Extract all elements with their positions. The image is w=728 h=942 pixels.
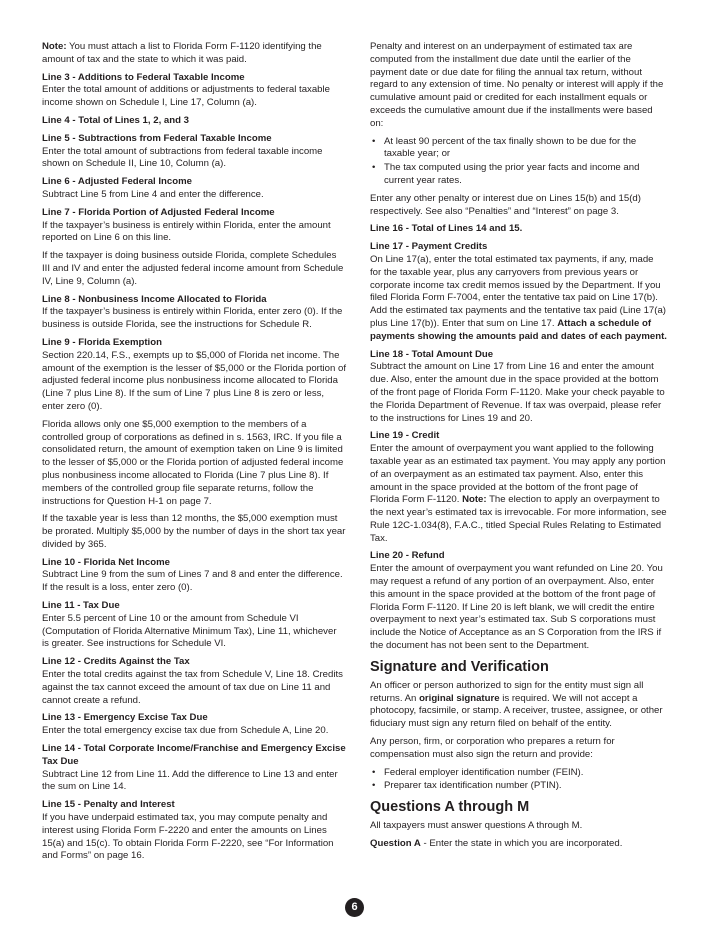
list-item: • At least 90 percent of the tax finally shown to be due for the taxable year; or: [370, 136, 667, 162]
line16-heading: Line 16 - Total of Lines 14 and 15.: [370, 223, 523, 235]
line7-heading: Line 7 - Florida Portion of Adjusted Federal Income: [42, 206, 275, 218]
signature-heading: Signature and Verification: [370, 658, 549, 675]
signature-text2: Any person, firm, or corporation who prepares a return for compensation must also sign the return and provide:: [370, 736, 615, 760]
questions-heading: Questions A through M: [370, 799, 530, 816]
line20-text: Enter the amount of overpayment you want refunded on Line 20. You may request a refund of any portion of an overpayment. Also, enter this amount in the space provided at the bottom of the front page of Florida Form F-1120. If Line 20 is left blank, we will credit the entire overpayment to next year’s estimated tax. Sub S corporations must include the Notice of Acceptance as an S Corporation from the IRS if the document has not been sent to the Department.: [370, 563, 663, 652]
list-item: • The tax computed using the prior year facts and income and current year rates.: [370, 162, 667, 188]
list-item: • Federal employer identification number (FEIN).: [370, 767, 667, 780]
line9-text3: If the taxable year is less than 12 months, the $5,000 exemption must be prorated. Multiply $5,000 by the number of days in the short tax year divided by 365.: [42, 513, 346, 550]
line17-text: On Line 17(a), enter the total estimated tax payments, if any, made for the taxable year, plus any carryovers from previous years or corporate income tax credit memos issued by the Department. If you filed Florida Form F-7004, enter the tentative tax paid on Line 17(b). Add the estimated tax payments and the tentative tax paid (Line 17(a) plus Line 17(b)). Enter that sum on Line 17.: [370, 253, 666, 329]
line11-heading: Line 11 - Tax Due: [42, 600, 120, 612]
line7-text2: If the taxpayer is doing business outside Florida, complete Schedules III and IV and enter the adjusted federal income amount from Schedule IV, Line 9, Column (a).: [42, 250, 344, 287]
line4-section: [42, 115, 346, 128]
line20-heading: Line 20 - Refund: [370, 550, 445, 562]
line15-text: If you have underpaid estimated tax, you may compute penalty and interest using Florida Form F-2220 and enter the amounts on Lines 15(a) and 15(c). To obtain Florida Form F-2220, see “For Information and Forms” on page 16.: [42, 812, 334, 862]
line19-section: [370, 430, 667, 545]
line3-text: Enter the total amount of additions or adjustments to federal taxable income shown on Schedule I, Line 17, Column (a).: [42, 84, 330, 109]
line17-bold-text: Attach a schedule of payments showing the amounts paid and dates of each payment.: [370, 317, 667, 342]
line13-text: Enter the total emergency excise tax due from Schedule A, Line 20.: [42, 725, 329, 737]
line5-heading: Line 5 - Subtractions from Federal Taxable Income: [42, 132, 272, 144]
line20-section: [370, 550, 667, 652]
line9-section: [42, 337, 346, 414]
line4-heading: Line 4 - Total of Lines 1, 2, and 3: [42, 114, 189, 126]
line12-heading: Line 12 - Credits Against the Tax: [42, 656, 190, 668]
right-column: [370, 41, 667, 856]
list-item: • Preparer tax identification number (PTIN).: [370, 780, 667, 793]
line13-heading: Line 13 - Emergency Excise Tax Due: [42, 712, 208, 724]
line9-text2: Florida allows only one $5,000 exemption to the members of a controlled group of corporations as defined in s. 1563, IRC. If you file a consolidated return, the amount of exemption taken on Line 9 is limited to the lesser of $5,000 or the Florida portion of adjusted federal income plus nonbusiness income allocated to Florida (Line 7 plus Line 8). If members of the controlled group file separate returns, follow the instructions for Question H-1 on page 7.: [42, 418, 344, 507]
line6-text: Subtract Line 5 from Line 4 and enter the difference.: [42, 188, 264, 200]
line3-section: [42, 72, 346, 110]
line5-text: Enter the total amount of subtractions from federal taxable income shown on Schedule II, Line 10, Column (a).: [42, 145, 323, 170]
line17-heading: Line 17 - Payment Credits: [370, 241, 488, 253]
line19-heading: Line 19 - Credit: [370, 430, 440, 442]
line15-section: [42, 799, 346, 863]
line14-section: [42, 743, 346, 794]
signature-bullet-list: [370, 767, 667, 794]
line10-text: Subtract Line 9 from the sum of Lines 7 and 8 and enter the difference. If the result is a loss, enter zero (0).: [42, 569, 343, 594]
line12-text: Enter the total credits against the tax from Schedule V, Line 18. Credits against the tax cannot exceed the amount of tax due on Line 11 and cannot create a refund.: [42, 669, 343, 706]
line10-section: [42, 557, 346, 595]
questions-text: All taxpayers must answer questions A through M.: [370, 820, 583, 832]
line9-text: Section 220.14, F.S., exempts up to $5,000 of Florida net income. The amount of the exemption is the lesser of $5,000 or the Florida portion of adjusted federal income plus nonbusiness income allocated to Florida (Line 7 plus Line 8). If the sum of Line 7 plus Line 8 is zero or less, enter zero (0).: [42, 349, 346, 412]
line18-heading: Line 18 - Total Amount Due: [370, 348, 494, 360]
penalty-other: Enter any other penalty or interest due on Lines 15(b) and 15(d) respectively. See also “Penalties” and “Interest” on page 3.: [370, 192, 641, 217]
line10-heading: Line 10 - Florida Net Income: [42, 556, 170, 568]
line5-section: [42, 133, 346, 171]
left-column: [42, 41, 346, 868]
note-paragraph: Note: You must attach a list to Florida Form F-1120 identifying the amount of tax and the state to which it was paid.: [42, 41, 322, 65]
line14-heading: Line 14 - Total Corporate Income/Franchise and Emergency Excise Tax Due: [42, 743, 346, 767]
line7-section: [42, 207, 346, 245]
line15-heading: Line 15 - Penalty and Interest: [42, 799, 175, 811]
question-a: Question A - Enter the state in which you are incorporated.: [370, 838, 623, 850]
line7-text: If the taxpayer’s business is entirely within Florida, enter the amount reported on Line 6 on this line.: [42, 219, 331, 244]
line16-section: [370, 223, 667, 236]
line12-section: [42, 656, 346, 707]
line6-heading: Line 6 - Adjusted Federal Income: [42, 176, 192, 188]
line6-section: [42, 176, 346, 202]
penalty-bullet-list: [370, 136, 667, 188]
line19-note-label: Note:: [462, 494, 487, 506]
line13-section: [42, 712, 346, 738]
line11-section: [42, 600, 346, 651]
penalty-intro: Penalty and interest on an underpayment of estimated tax are computed from the installment due date until the earlier of the payment date or due date for filing the annual tax return, without regard to any extension of time. No penalty or interest will apply if the cumulative amount paid or credited for each installment equals or exceeds the cumulative amount due if the installments were based on:: [370, 41, 664, 129]
line18-text: Subtract the amount on Line 17 from Line 16 and enter the amount due. Also, enter the amount due in the space provided at the bottom of the front page of Florida Form F-1120. Make your check payable to the Florida Department of Revenue. If tax was overpaid, please refer to the instructions for Lines 19 and 20.: [370, 361, 665, 424]
line17-section: [370, 241, 667, 343]
line9-heading: Line 9 - Florida Exemption: [42, 336, 162, 348]
line8-heading: Line 8 - Nonbusiness Income Allocated to Florida: [42, 293, 267, 305]
line18-section: [370, 349, 667, 426]
line19-text2: The election to apply an overpayment to the next year’s estimated tax is irrevocable. For more information, see Rule 12C-1.034(8), F.A.C., titled Special Rules Relating to Estimated Tax.: [370, 494, 667, 544]
line14-text: Subtract Line 12 from Line 11. Add the difference to Line 13 and enter the sum on Line 14.: [42, 768, 338, 793]
page-number-badge: 6: [345, 898, 364, 917]
line19-text: Enter the amount of overpayment you want applied to the following taxable year as an estimated tax payment. You may apply any portion of an overpayment as an estimated tax payment. Also, enter this amount in the space provided at the bottom of the front page of Florida Form F-1120.: [370, 443, 666, 506]
line8-section: [42, 294, 346, 332]
line11-text: Enter 5.5 percent of Line 10 or the amount from Schedule VI (Computation of Florida Alternative Minimum Tax), Line 11, whichever is greater. See instructions for Schedule VI.: [42, 612, 337, 650]
signature-text: An officer or person authorized to sign for the entity must sign all returns. An original signature is required. We will not accept a photocopy, facsimile, or stamp. A receiver, trustee, assignee, or other fiduciary must sign any return filed on behalf of the entity.: [370, 679, 663, 730]
line3-heading: Line 3 - Additions to Federal Taxable Income: [42, 71, 245, 83]
line8-text: If the taxpayer’s business is entirely within Florida, enter zero (0). If the business is outside Florida, see the instructions for Schedule R.: [42, 306, 343, 331]
